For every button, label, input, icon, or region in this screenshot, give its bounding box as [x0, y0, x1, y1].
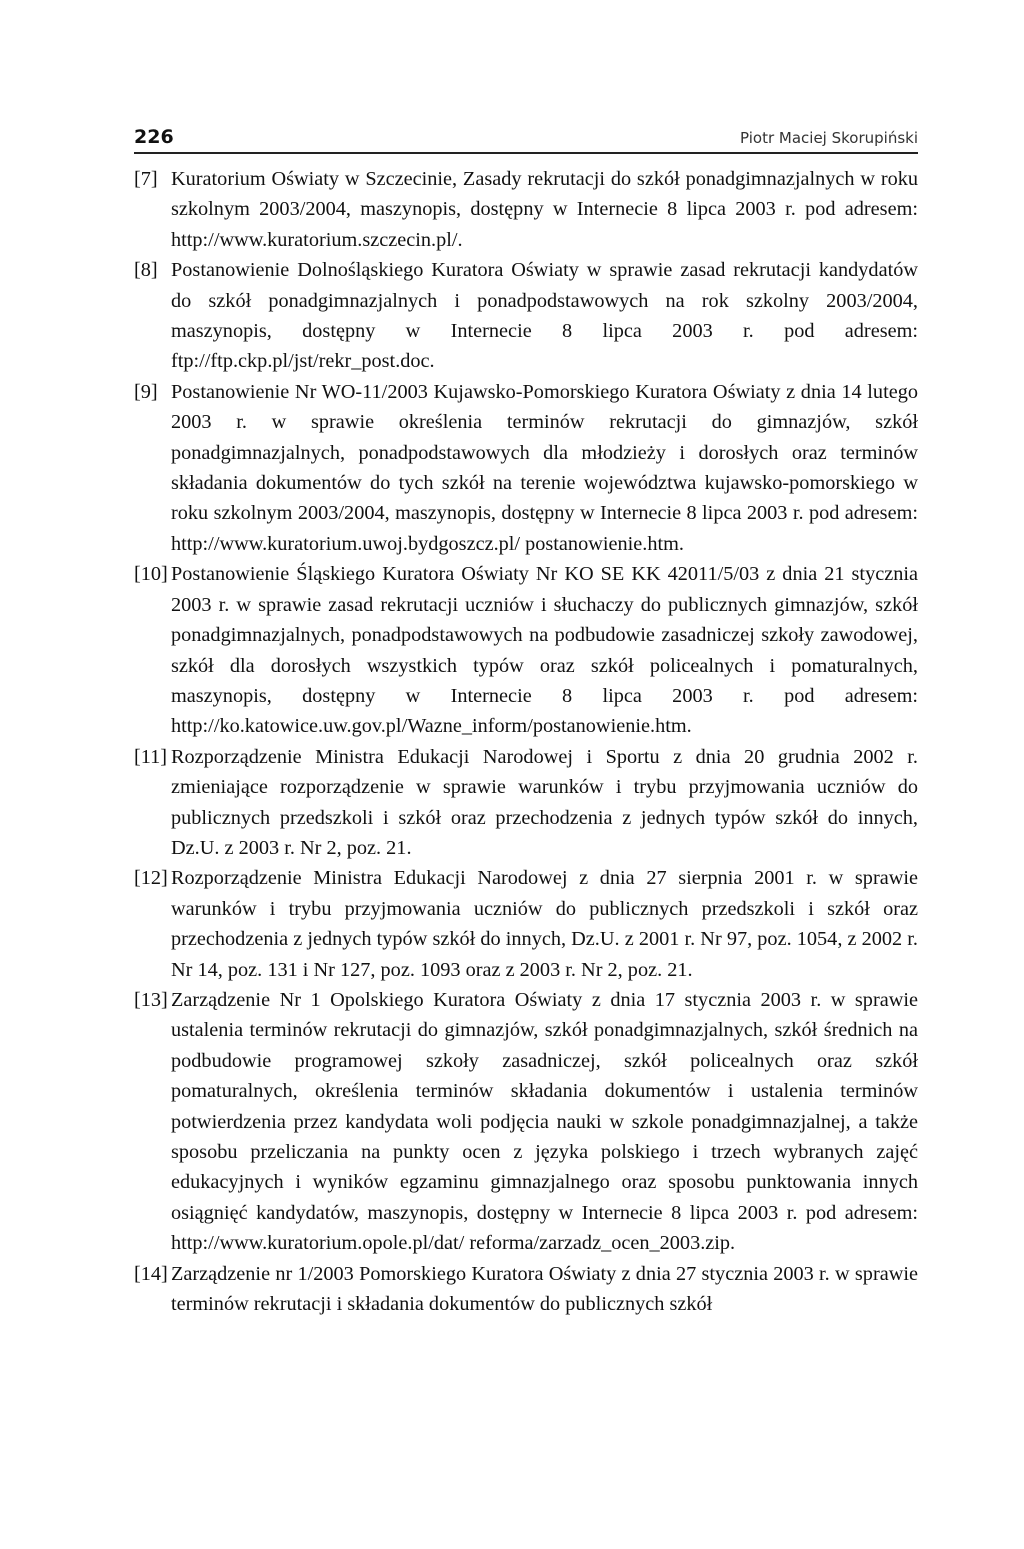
reference-label: [11] — [134, 745, 168, 768]
reference-label: [12] — [134, 867, 168, 890]
page — [134, 126, 918, 1319]
reference-item — [134, 377, 918, 559]
reference-label: [14] — [134, 1262, 168, 1285]
reference-list — [134, 164, 918, 1319]
reference-text: Rozporządzenie Ministra Edukacji Narodowej z dnia 27 sierpnia 2001 r. w sprawie warunków i trybu przyjmowania uczniów do publicznych przedszkoli i szkół oraz przechodzenia z jednych typów szkół do innych, Dz.U. z 2001 r. Nr 97, poz. 1054, z 2002 r. Nr 14, poz. 131 i Nr 127, poz. 1093 oraz z 2003 r. Nr 2, poz. 21. — [171, 867, 918, 981]
reference-label: [9] — [134, 380, 158, 403]
reference-item — [134, 164, 918, 255]
running-head — [134, 126, 918, 154]
reference-text: Zarządzenie nr 1/2003 Pomorskiego Kuratora Oświaty z dnia 27 stycznia 2003 r. w sprawie terminów rekrutacji i składania dokumentów do publicznych szkół — [171, 1262, 918, 1316]
reference-item — [134, 255, 918, 377]
reference-item — [134, 742, 918, 864]
reference-text: Rozporządzenie Ministra Edukacji Narodowej i Sportu z dnia 20 grudnia 2002 r. zmieniające rozporządzenie w sprawie warunków i trybu przyjmowania uczniów do publicznych przedszkoli i szkół oraz przechodzenia z jednych typów szkół do innych, Dz.U. z 2003 r. Nr 2, poz. 21. — [171, 745, 918, 859]
page-number: 226 — [134, 126, 174, 148]
reference-text: Kuratorium Oświaty w Szczecinie, Zasady rekrutacji do szkół ponadgimnazjalnych w roku szkolnym 2003/2004, maszynopis, dostępny w Internecie 8 lipca 2003 r. pod adresem: http://www.kuratorium.szczecin.pl/. — [171, 168, 918, 251]
reference-text: Zarządzenie Nr 1 Opolskiego Kuratora Oświaty z dnia 17 stycznia 2003 r. w sprawie ustalenia terminów rekrutacji do gimnazjów, szkół ponadgimnazjalnych, szkół średnich na podbudowie programowej szkoły zasadniczej, szkół policealnych oraz szkół pomaturalnych, określenia terminów składania dokumentów i ustalenia terminów potwierdzenia przez kandydata woli podjęcia nauki w szkole ponadgimnazjalnej, a także sposobu przeliczania na punkty ocen z języka polskiego i trzech wybranych zajęć edukacyjnych i wyników egzaminu gimnazjalnego oraz sposobu punktowania innych osiągnięć kandydatów, maszynopis, dostępny w Internecie 8 lipca 2003 r. pod adresem: http://www.kuratorium.opole.pl/dat/ reforma/zarzadz_ocen_2003.zip. — [171, 988, 918, 1255]
reference-text: Postanowienie Śląskiego Kuratora Oświaty Nr KO SE KK 42011/5/03 z dnia 21 stycznia 2003 r. w sprawie zasad rekrutacji uczniów i słuchaczy do publicznych gimnazjów, szkół ponadgimnazjalnych, ponadpodstawowych na podbudowie zasadniczej szkoły zawodowej, szkół dla dorosłych wszystkich typów oraz szkół policealnych i pomaturalnych, maszynopis, dostępny w Internecie 8 lipca 2003 r. pod adresem: http://ko.katowice.uw.gov.pl/Wazne_inform/postanowienie.htm. — [171, 563, 918, 738]
reference-item — [134, 863, 918, 985]
reference-item — [134, 1259, 918, 1320]
reference-item — [134, 985, 918, 1259]
reference-label: [13] — [134, 988, 168, 1011]
reference-text: Postanowienie Nr WO-11/2003 Kujawsko-Pomorskiego Kuratora Oświaty z dnia 14 lutego 2003 r. w sprawie określenia terminów rekrutacji do gimnazjów, szkół ponadgimnazjalnych, ponadpodstawowych dla młodzieży i dorosłych oraz terminów składania dokumentów do tych szkół na terenie województwa kujawsko-pomorskiego w roku szkolnym 2003/2004, maszynopis, dostępny w Internecie 8 lipca 2003 r. pod adresem: http://www.kuratorium.uwoj.bydgoszcz.pl/ postanowienie.htm. — [171, 380, 918, 555]
reference-text: Postanowienie Dolnośląskiego Kuratora Oświaty w sprawie zasad rekrutacji kandydatów do szkół ponadgimnazjalnych i ponadpodstawowych na rok szkolny 2003/2004, maszynopis, dostępny w Internecie 8 lipca 2003 r. pod adresem: ftp://ftp.ckp.pl/jst/rekr_post.doc. — [171, 259, 918, 373]
running-head-author: Piotr Maciej Skorupiński — [740, 129, 918, 147]
reference-label: [8] — [134, 259, 158, 282]
reference-item — [134, 559, 918, 741]
reference-label: [7] — [134, 168, 158, 190]
reference-label: [10] — [134, 563, 168, 586]
